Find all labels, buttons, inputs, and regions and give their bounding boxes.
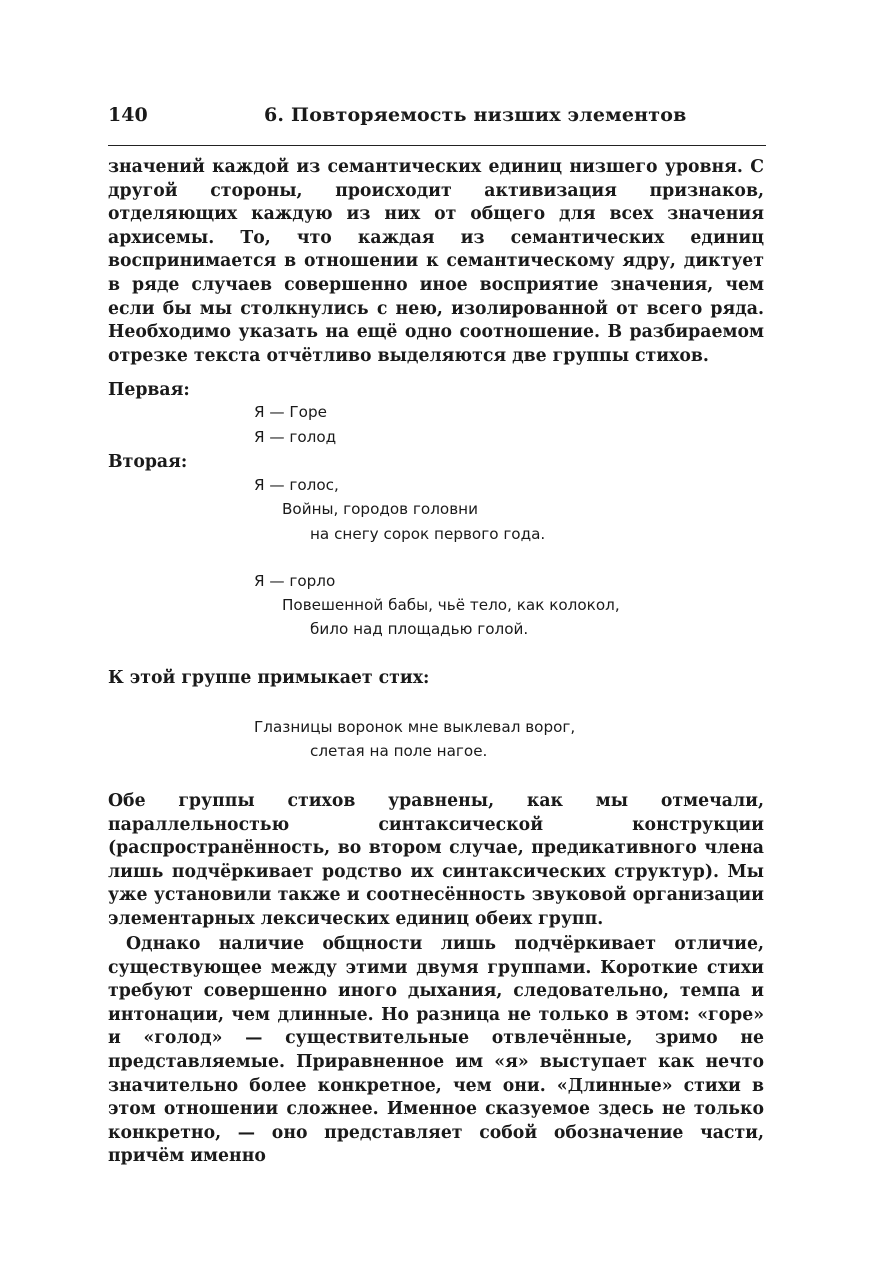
verse-line: Повешенной бабы, чьё тело, как колокол, xyxy=(282,596,620,614)
running-title: 6. Повторяемость низших элементов xyxy=(264,104,687,126)
verse-line: Я — Горе xyxy=(254,403,327,421)
paragraph-3: Однако наличие общности лишь подчёркивает отличие, существующее между этими двумя группами. Короткие стихи требуют совершенно иного дыхания, следовательно, темпа и интонации, чем длинные. Но разница не только в этом: «горе» и «голод» — существительные отвлечённые, зримо не представляемые. Приравненное им «я» выступает как нечто значительно более конкретное, чем они. «Длинные» стихи в этом отношении сложнее. Именное сказуемое здесь не только конкретно, — оно представляет собой обозначение части, причём именно xyxy=(108,934,764,1167)
header-rule xyxy=(108,145,766,146)
verse-line: било над площадью голой. xyxy=(310,620,529,638)
verse-line: Войны, городов головни xyxy=(282,500,478,518)
second-group-label: Вторая: xyxy=(108,452,188,472)
verse-line: Я — горло xyxy=(254,572,336,590)
first-group-label: Первая: xyxy=(108,380,190,400)
verse-line: Я — голос, xyxy=(254,476,339,494)
verse-line: слетая на поле нагое. xyxy=(310,742,488,760)
verse-line: на снегу сорок первого года. xyxy=(310,525,546,543)
paragraph-2: Обе группы стихов уравнены, как мы отмечали, параллельностью синтаксической конструкции (распространённость, во втором случае, предикативного члена лишь подчёркивает родство их синтаксических структур). Мы уже установили также и соотнесённость звуковой организации элементарных лексических единиц обеих групп. xyxy=(108,791,764,929)
page-header xyxy=(108,104,766,136)
verse-line: Я — голод xyxy=(254,428,337,446)
paragraph-1: значений каждой из семантических единиц низшего уровня. С другой стороны, происходит активизация признаков, отделяющих каждую из них от общего для всех значения архисемы. То, что каждая из семантических единиц воспринимается в отношении к семантическому ядру, диктует в ряде случаев совершенно иное восприятие значения, чем если бы мы столкнулись с нею, изолированной от всего ряда. Необходимо указать на ещё одно соотношение. В разбираемом отрезке текста отчётливо выделяются две группы стихов. xyxy=(108,157,764,366)
verse-line: Глазницы воронок мне выклевал ворог, xyxy=(254,718,576,736)
adjoining-label: К этой группе примыкает стих: xyxy=(108,668,430,688)
page-number: 140 xyxy=(108,104,148,126)
